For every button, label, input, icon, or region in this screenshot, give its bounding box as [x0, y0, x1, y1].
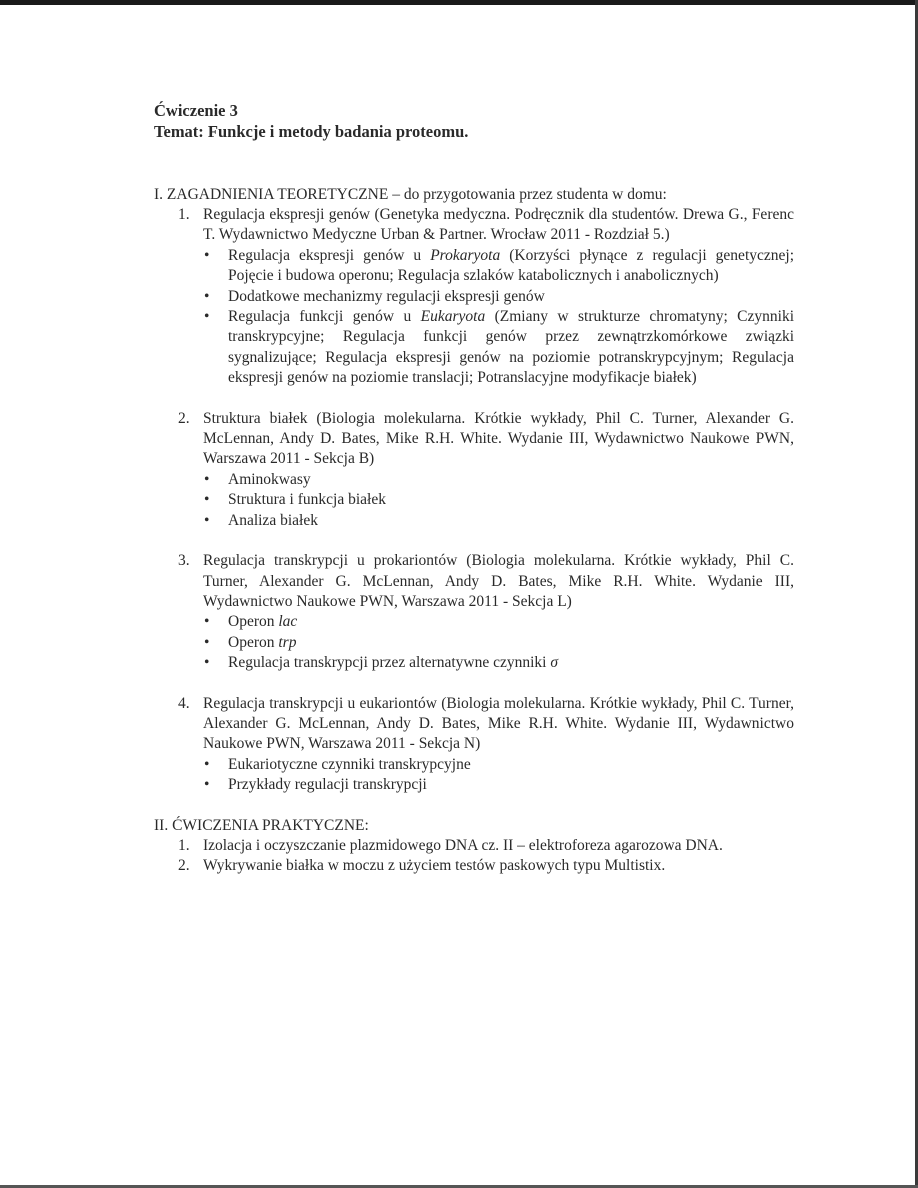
theory-topic-item [178, 694, 794, 796]
subtopic-item [204, 470, 794, 490]
subtopic-item [204, 775, 794, 795]
subtopic-text: Struktura i funkcja białek [228, 491, 386, 509]
subtopic-italic-term: trp [278, 633, 297, 651]
subtopic-italic-term: Prokaryota [430, 246, 501, 264]
theory-topic-item [178, 205, 795, 389]
item-number: 2. [178, 409, 190, 427]
item-number: 3. [178, 552, 190, 570]
subtopic-text: Operon [228, 613, 279, 631]
subtopic-text: Regulacja funkcji genów u [228, 308, 421, 326]
subtopic-text-cont: (Zmiany w strukturze chromatyny; Czynniki transkrypcyjne; Regulacja funkcji genów przez zewnątrzkomórkowe związki sygnalizujące; Regulacja ekspresji genów na poziomie potranskrypcyjnym; Regulacja ekspresji genów na poziomie translacji; Potranslacyjne modyfikacje białek) [228, 308, 795, 387]
subtopic-text: Przykłady regulacji transkrypcji [228, 776, 427, 794]
subtopic-text: Analiza białek [228, 511, 318, 529]
subtopic-list [203, 246, 794, 389]
subtopic-item [204, 755, 794, 775]
section-theory-heading: I. ZAGADNIENIA TEORETYCZNE – do przygotowania przez studenta w domu: [154, 186, 667, 203]
item-number: 1. [178, 836, 190, 854]
item-number: 1. [178, 206, 190, 223]
subtopic-text: Dodatkowe mechanizmy regulacji ekspresji genów [228, 287, 545, 305]
topic-text: Regulacja transkrypcji u eukariontów (Biologia molekularna. Krótkie wykłady, Phil C. Turner, Alexander G. McLennan, Andy D. Bates, Mike R.H. White. Wydanie III, Wydawnictwo Naukowe PWN, Warszawa 2011 - Sekcja N) [203, 694, 794, 753]
bullet-dot: • [204, 511, 210, 529]
subtopic-italic-term: Eukaryota [420, 308, 486, 326]
subtopic-item [204, 246, 794, 287]
subtopic-text-cont: (Korzyści płynące z regulacji genetycznej; Pojęcie i budowa operonu; Regulacja szlaków katabolicznych i anabolicznych) [228, 246, 794, 285]
section-practice-heading: II. ĆWICZENIA PRAKTYCZNE: [154, 816, 369, 834]
subtopic-list [203, 612, 794, 673]
theory-topic-item [178, 551, 794, 673]
topic-text: Struktura białek (Biologia molekularna. Krótkie wykłady, Phil C. Turner, Alexander G. McLennan, Andy D. Bates, Mike R.H. White. Wydanie III, Wydawnictwo Naukowe PWN, Warszawa 2011 - Sekcja B) [203, 409, 794, 468]
subtopic-text: Eukariotyczne czynniki transkrypcyjne [228, 755, 471, 773]
bullet-dot: • [204, 755, 210, 773]
subtopic-text: Regulacja ekspresji genów u [228, 246, 431, 264]
item-number: 4. [178, 694, 190, 712]
bullet-dot: • [204, 613, 210, 631]
bullet-dot: • [204, 287, 210, 305]
topic-text: Regulacja transkrypcji u prokariontów (Biologia molekularna. Krótkie wykłady, Phil C. Turner, Alexander G. McLennan, Andy D. Bates, Mike R.H. White. Wydanie III, Wydawnictwo Naukowe PWN, Warszawa 2011 - Sekcja L) [203, 552, 794, 610]
subtopic-text: Aminokwasy [228, 470, 311, 488]
bullet-dot: • [204, 308, 210, 326]
subtopic-list [203, 755, 794, 796]
subtopic-italic-term: σ [550, 654, 559, 672]
subtopic-item [204, 653, 794, 673]
scan-edge-top [0, 0, 918, 5]
bullet-dot: • [204, 633, 210, 651]
practice-item [178, 856, 794, 876]
subtopic-item [204, 287, 794, 307]
theory-topic-item [178, 409, 794, 531]
document-page [154, 100, 794, 876]
subtopic-italic-term: lac [278, 613, 298, 631]
bullet-dot: • [204, 470, 210, 488]
topic-text: Regulacja ekspresji genów (Genetyka medyczna. Podręcznik dla studentów. Drewa G., Ferenc T. Wydawnictwo Medyczne Urban & Partner. Wrocław 2011 - Rozdział 5.) [203, 206, 794, 244]
practice-item [178, 836, 794, 856]
practice-list [154, 836, 794, 877]
subtopic-text: Regulacja transkrypcji przez alternatywne czynniki [228, 654, 551, 672]
subtopic-item [204, 511, 794, 531]
practice-text: Izolacja i oczyszczanie plazmidowego DNA cz. II – elektroforeza agarozowa DNA. [203, 836, 723, 854]
topic-title: Temat: Funkcje i metody badania proteomu. [154, 122, 469, 141]
theory-topic-list [154, 205, 794, 796]
subtopic-item [204, 633, 794, 653]
bullet-dot: • [204, 246, 210, 264]
practice-text: Wykrywanie białka w moczu z użyciem testów paskowych typu Multistix. [203, 856, 666, 874]
subtopic-item [204, 612, 794, 632]
bullet-dot: • [204, 776, 210, 794]
subtopic-item [204, 490, 794, 510]
exercise-title: Ćwiczenie 3 [154, 101, 238, 120]
bullet-dot: • [204, 654, 210, 672]
item-number: 2. [178, 856, 190, 874]
bullet-dot: • [204, 491, 210, 509]
subtopic-list [203, 470, 794, 531]
subtopic-item [204, 307, 795, 389]
subtopic-text: Operon [228, 633, 279, 651]
